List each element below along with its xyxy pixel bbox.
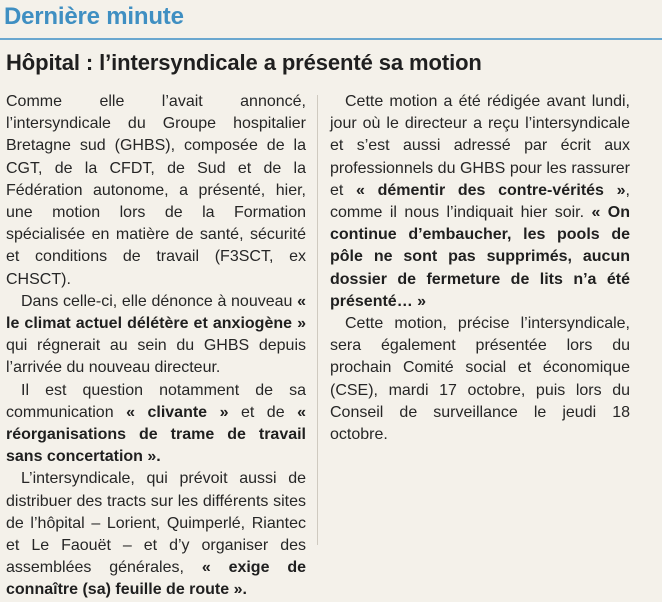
quote-contre-verites: « démentir des contre-vérités » bbox=[356, 181, 626, 199]
paragraph-climat bbox=[6, 291, 306, 380]
quote-embaucher: « On continue d’embaucher, les pools de pôle ne sont pas supprimés, aucun dossier de fermeture de lits n’a été présenté… » bbox=[330, 204, 631, 310]
text: Dans celle-ci, elle dénonce à nouveau bbox=[21, 292, 293, 310]
text: L’intersyndicale, qui prévoit aussi de distribuer des tracts sur les différents sites de l’hôpital – Lorient, Quimperlé, Riantec et Le Faouët – et d’y organiser des assemblées générales, bbox=[6, 470, 306, 577]
paragraph-communication bbox=[6, 380, 306, 469]
text: et de bbox=[240, 403, 285, 421]
quote-feuille-de-route: « exige de connaître (sa) feuille de route ». bbox=[6, 559, 306, 599]
section-rule bbox=[0, 38, 662, 40]
column-divider bbox=[317, 95, 318, 545]
quote-clivante: « clivante » bbox=[126, 403, 229, 421]
section-rubric bbox=[0, 0, 662, 44]
article-column-right bbox=[330, 91, 630, 446]
article-column-left bbox=[6, 91, 306, 602]
paragraph-tracts bbox=[6, 468, 306, 601]
quote-reorganisations: « réorganisations de trame de travail sans concertation ». bbox=[6, 403, 307, 466]
article-headline: Hôpital : l’intersyndicale a présenté sa motion bbox=[6, 50, 482, 75]
text: , comme il nous l’indiquait hier soir. bbox=[330, 181, 630, 222]
text: Il est question notamment de sa communication bbox=[6, 381, 306, 421]
quote-climat: « le climat actuel délétère et anxiogène » bbox=[6, 292, 306, 333]
paragraph-cse: Cette motion, précise l’intersyndicale, sera également présentée lors du prochain Comité social et économique (CSE), mardi 17 octobre, puis lors du Conseil de surveillance le jeudi 18 octobre. bbox=[330, 315, 630, 444]
text: Cette motion a été rédigée avant lundi, jour où le directeur a reçu l’intersyndicale et s’est aussi adressé par écrit aux professionnels du GHBS pour les rassurer et bbox=[330, 93, 630, 199]
section-title: Dernière minute bbox=[4, 3, 184, 30]
text: qui régnerait au sein du GHBS depuis l’arrivée du nouveau directeur. bbox=[6, 337, 306, 377]
paragraph-directeur bbox=[330, 91, 630, 313]
paragraph-intro: Comme elle l’avait annoncé, l’intersyndicale du Groupe hospitalier Bretagne sud (GHBS), composée de la CGT, de la CFDT, de Sud et de la Fédération autonome, a présenté, hier, une motion lors de la Formation spécialisée en matière de santé, sécurité et conditions de travail (F3SCT, ex CHSCT). bbox=[6, 93, 306, 288]
